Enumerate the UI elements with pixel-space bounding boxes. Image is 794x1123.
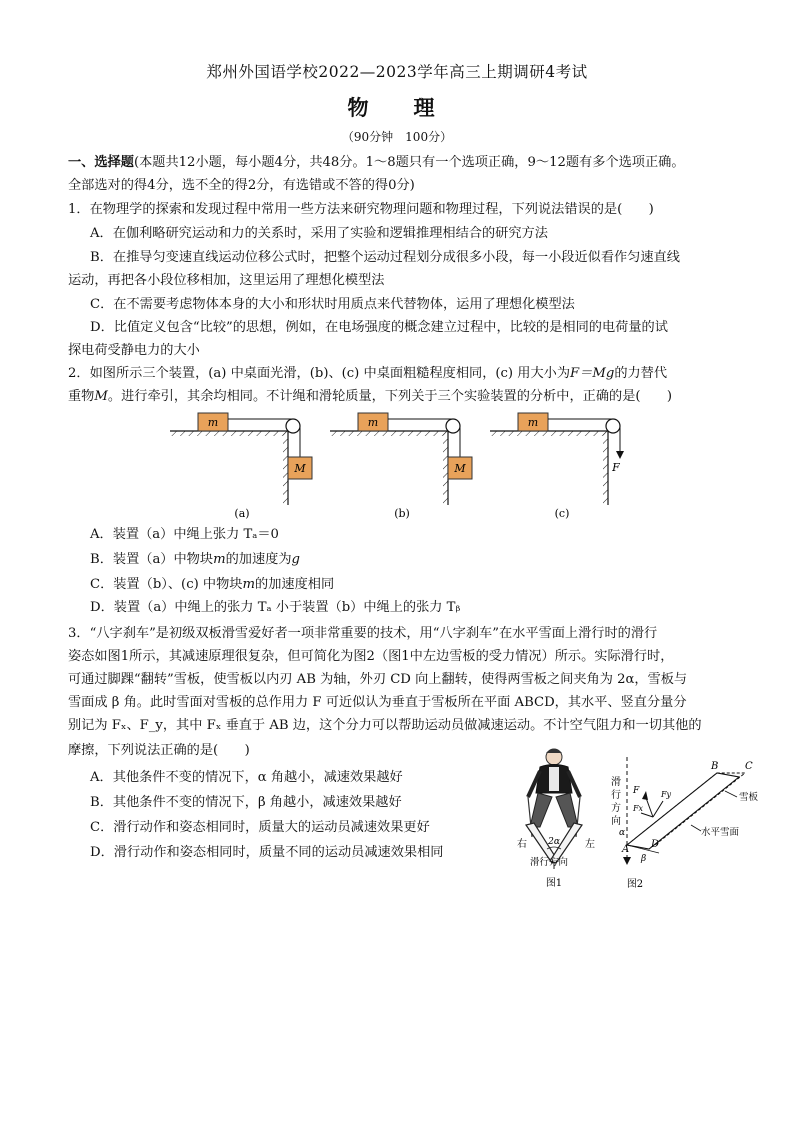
angle-alpha: α <box>619 828 626 838</box>
angle-beta: β <box>641 854 647 864</box>
label-Fx: Fx <box>633 804 644 813</box>
point-A: A <box>622 844 630 855</box>
force-F-arrow-icon <box>642 791 648 800</box>
q2-option-b <box>90 550 300 570</box>
dir-char-2: 行 <box>611 790 621 801</box>
q3-line-5: 别记为 Fₓ、F_y，其中 Fₓ 垂直于 AB 边，这个分力可以帮助运动员做减速运动。不计空气阻力和一切其他的 <box>68 718 702 733</box>
skier-left-leg <box>530 793 552 827</box>
label-M: M <box>294 462 306 475</box>
q2-c-pre: C．装置（b）、(c) 中物块 <box>90 577 243 592</box>
q2-stem-2 <box>68 387 672 407</box>
label-Fy: Fy <box>661 790 672 799</box>
apparatus-b <box>330 413 472 520</box>
label-direction: 滑行方向 <box>530 857 569 868</box>
q3-option-d: D．滑行动作和姿态相同时，质量不同的运动员减速效果相同 <box>90 845 444 860</box>
label-right: 右 <box>517 839 527 850</box>
q3-line-3: 可通过脚踝“翻转”雪板，使雪板以内刃 AB 为轴，外刃 CD 向上翻转，使得两雪板之间夹角为 2α，雪板与 <box>68 672 688 687</box>
q2-formula: F＝Mg <box>570 366 615 381</box>
q2-b-m: m <box>213 552 226 567</box>
q3-line-1: 3．“八字刹车”是初级双板滑雪爱好者一项非常重要的技术，用“八字刹车”在水平雪面上滑行时的滑行 <box>68 626 658 641</box>
q3-option-c: C．滑行动作和姿态相同时，质量大的运动员减速效果更好 <box>90 820 430 835</box>
q2-stem-1b: 的力替代 <box>614 366 668 381</box>
table-edge-hatch <box>283 431 288 505</box>
q2-b-pre: B．装置（a）中物块 <box>90 552 214 567</box>
dir-char-3: 方 <box>611 803 621 814</box>
point-B: B <box>711 761 719 772</box>
q2-option-d: D．装置（a）中绳上的张力 Tₐ 小于装置（b）中绳上的张力 Tᵦ <box>90 600 461 615</box>
q3-line-4: 雪面成 β 角。此时雪面对雪板的总作用力 F 可近似认为垂直于雪板所在平面 ABCD，其水平、竖直分量分 <box>68 695 687 710</box>
subject-title: 物 理 <box>347 95 447 120</box>
q1-option-b-cont: 运动，再把各小段位移相加，这里运用了理想化模型法 <box>68 273 385 288</box>
pulley <box>286 419 300 433</box>
label-F: F <box>612 461 620 474</box>
caption-fig2: 图2 <box>626 879 644 890</box>
q2-b-g: g <box>291 552 300 567</box>
skier-right-leg <box>556 793 578 827</box>
force-Fx <box>641 813 653 817</box>
section-desc-1: (本题共12小题，每小题4分，共48分。1～8题只有一个选项正确，9～12题有多个选项正确。 <box>133 155 685 170</box>
label-m: m <box>367 416 379 429</box>
apparatus-a <box>170 413 312 520</box>
table-hatch <box>170 431 288 436</box>
skier-hair <box>546 749 562 753</box>
q3-option-b: B．其他条件不变的情况下，β 角越小，减速效果越好 <box>90 795 402 810</box>
q2-stem-2a: 重物 <box>68 389 95 404</box>
pulley <box>446 419 460 433</box>
apparatus-c <box>490 413 624 520</box>
dir-char-4: 向 <box>611 816 621 827</box>
label-m: m <box>207 416 219 429</box>
caption-c: (c) <box>554 507 570 520</box>
q2-c-m: m <box>242 577 256 592</box>
q2-option-a: A．装置（a）中绳上张力 Tₐ＝0 <box>90 527 279 542</box>
caption-a: (a) <box>234 507 250 520</box>
q2-stem-1 <box>68 364 667 384</box>
point-D: D <box>651 839 660 850</box>
q2-stem-1a: 2．如图所示三个装置，(a) 中桌面光滑，(b)、(c) 中桌面粗糙程度相同，(c) 用大小为 <box>68 366 571 381</box>
label-left: 左 <box>585 839 595 850</box>
point-C: C <box>745 761 753 772</box>
dir-char-1: 滑 <box>611 777 621 788</box>
section-desc-2: 全部选对的得4分，选不全的得2分，有选错或不答的得0分) <box>68 178 415 193</box>
section-heading <box>68 153 685 173</box>
q1-option-d: D．比值定义包含“比较”的思想，例如，在电场强度的概念建立过程中，比较的是相同的电荷量的试 <box>90 320 668 335</box>
exam-title: 郑州外国语学校2022—2023学年高三上期调研4考试 <box>206 63 588 81</box>
section-label: 一、选择题 <box>68 155 134 170</box>
q2-option-c <box>90 575 334 595</box>
table-edge-hatch <box>603 431 608 505</box>
label-snow: 水平雪面 <box>701 827 740 838</box>
q1-option-c: C．在不需要考虑物体本身的大小和形状时用质点来代替物体，运用了理想化模型法 <box>90 297 575 312</box>
direction-arrow-icon <box>623 857 631 865</box>
q2-c-post: 的加速度相同 <box>255 577 335 592</box>
label-board: 雪板 <box>739 792 759 803</box>
table-hatch <box>490 431 608 436</box>
arrow-head-icon <box>616 451 624 459</box>
q2-stem-2b: 。进行牵引，其余均相同。不计绳和滑轮质量，下列关于三个实验装置的分析中，正确的是( ) <box>107 389 673 404</box>
label-F: F <box>633 786 640 796</box>
q3-figure-2 <box>605 755 765 890</box>
table-edge-hatch <box>443 431 448 505</box>
angle-label: 2α <box>548 837 560 847</box>
skier-shirt <box>549 767 559 791</box>
q3-option-a: A．其他条件不变的情况下，α 角越小，减速效果越好 <box>90 770 403 785</box>
force-Fy <box>653 801 663 817</box>
q1-stem: 1．在物理学的探索和发现过程中常用一些方法来研究物理问题和物理过程，下列说法错误的是( ) <box>68 202 654 217</box>
caption-b: (b) <box>394 507 410 520</box>
q3-figure-1 <box>500 745 610 890</box>
q2-figure <box>160 405 640 523</box>
snow-leader <box>691 825 701 831</box>
board-leader <box>725 791 737 797</box>
q1-option-b: B．在推导匀变速直线运动位移公式时，把整个运动过程划分成很多小段，每一小段近似看作匀速直线 <box>90 250 680 265</box>
q3-line-2: 姿态如图1所示，其减速原理很复杂，但可简化为图2（图1中左边雪板的受力情况）所示。实际滑行时， <box>68 649 674 664</box>
label-M: M <box>454 462 466 475</box>
q1-option-d-cont: 探电荷受静电力的大小 <box>68 343 200 358</box>
q2-stem-M: M <box>94 389 108 404</box>
q3-line-6: 摩擦，下列说法正确的是( ) <box>68 743 250 758</box>
pulley <box>606 419 620 433</box>
label-m: m <box>527 416 539 429</box>
caption-fig1: 图1 <box>545 878 563 889</box>
time-score: （90分钟 100分） <box>341 130 453 144</box>
table-hatch <box>330 431 448 436</box>
q1-option-a: A．在伽利略研究运动和力的关系时，采用了实验和逻辑推理相结合的研究方法 <box>90 226 548 241</box>
q2-b-post: 的加速度为 <box>225 552 292 567</box>
